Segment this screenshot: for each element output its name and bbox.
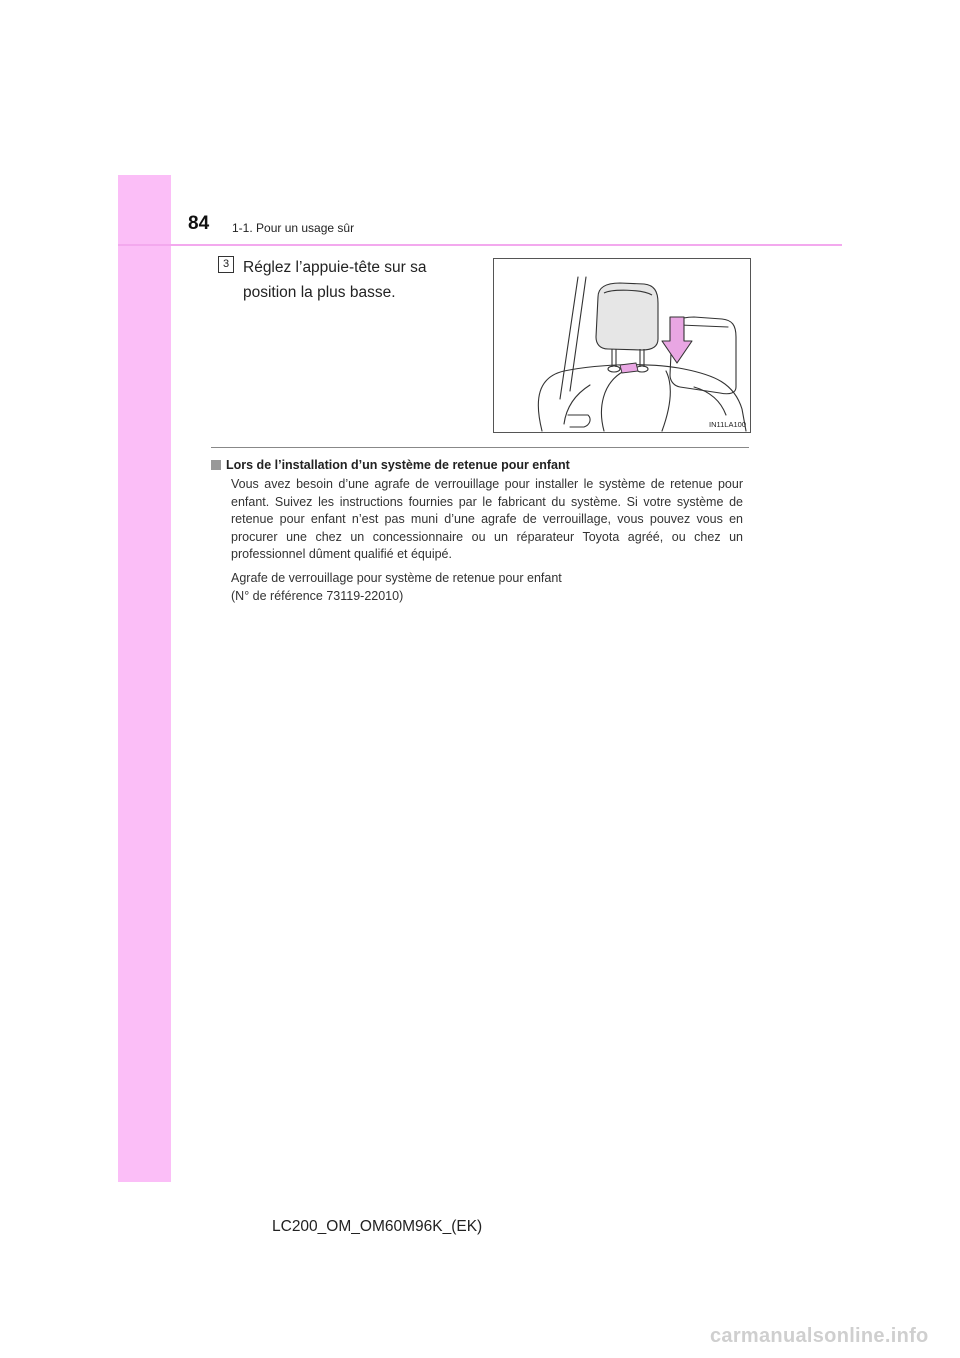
- step-instruction: Réglez l’appuie-tête sur sa position la plus basse.: [243, 259, 427, 301]
- note-paragraph: Vous avez besoin d’une agrafe de verrouillage pour installer le système de retenue pour enfant. Suivez les instructions fournies par le fabricant du système. Si votre système de retenue pour enfant n’est pas muni d’une agrafe de verrouillage, vous pouvez vous en procurer une chez un concessionnaire ou un réparateur Toyota agréé, ou chez un professionnel dûment qualifié et équipé.: [231, 477, 743, 561]
- bullet-square-icon: [211, 460, 221, 470]
- document-id: LC200_OM_OM60M96K_(EK): [272, 1218, 483, 1235]
- release-tab: [620, 363, 638, 373]
- part-line-1: Agrafe de verrouillage pour système de retenue pour enfant: [231, 571, 562, 585]
- headrest-drawing: [494, 259, 750, 432]
- pillar-line-inner: [570, 277, 586, 391]
- part-line-2: (N° de référence 73119-22010): [231, 589, 404, 603]
- section-title: 1-1. Pour un usage sûr: [232, 221, 355, 235]
- watermark: carmanualsonline.info: [710, 1325, 929, 1347]
- figure-code: IN11LA100: [709, 420, 746, 429]
- section-divider: [211, 447, 749, 448]
- down-arrow-icon: [662, 317, 692, 363]
- header-rule: [118, 244, 842, 246]
- pillar-line: [560, 277, 578, 399]
- page-number: 84: [188, 213, 210, 234]
- side-band: [118, 175, 171, 1182]
- note-heading-text: Lors de l’installation d’un système de retenue pour enfant: [226, 458, 570, 472]
- headrest-illustration: [493, 258, 751, 433]
- note-heading: [211, 458, 570, 472]
- step-number-badge: 3: [218, 256, 234, 273]
